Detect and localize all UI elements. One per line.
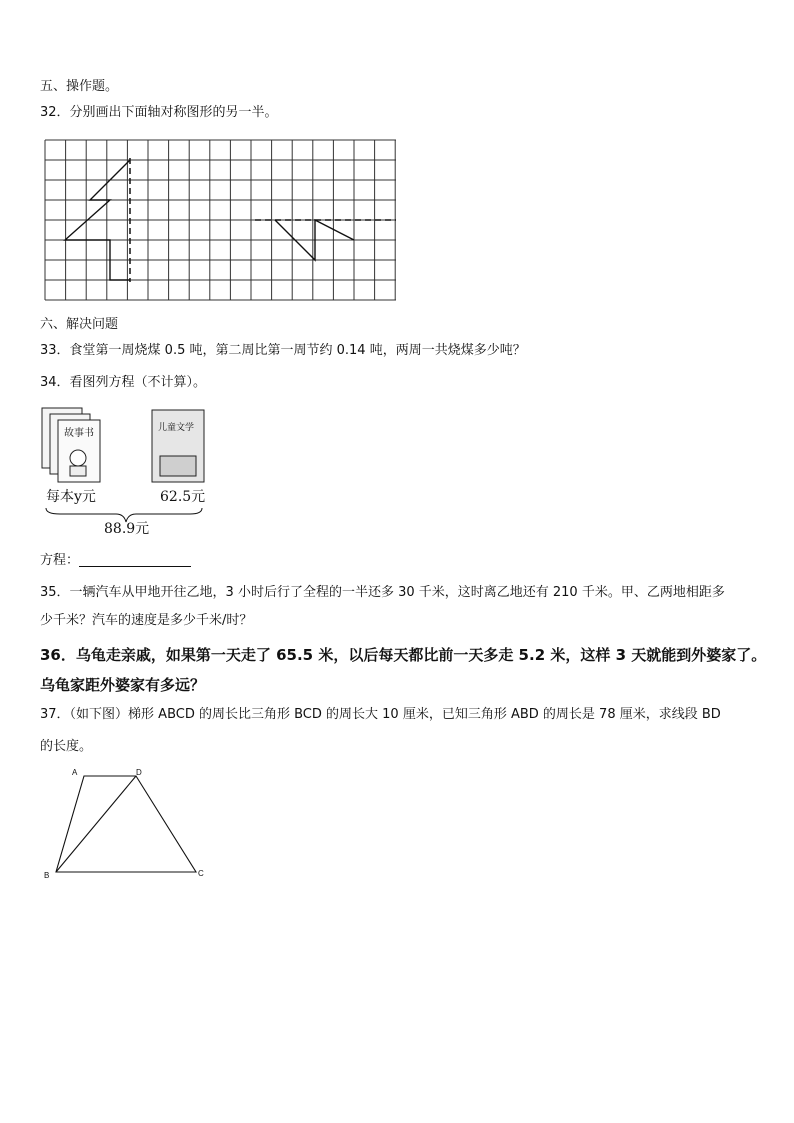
- question-32-text: 32．分别画出下面轴对称图形的另一半。: [40, 105, 278, 120]
- total-price-label: 88.9元: [104, 521, 150, 537]
- section-six-heading: 六、解决问题: [40, 317, 119, 332]
- kids-book-title: 儿童文学: [158, 422, 195, 432]
- question-37-line-2: 的长度。: [40, 739, 93, 754]
- question-36-line-2: 乌龟家距外婆家有多远？: [40, 676, 206, 694]
- vertex-label-d: D: [136, 768, 142, 777]
- section-five-heading: 五、操作题。: [40, 79, 119, 94]
- equation-line: [40, 552, 191, 570]
- vertex-label-c: C: [198, 869, 204, 878]
- equation-answer-blank[interactable]: [79, 552, 191, 567]
- diagonal-bd: [56, 776, 136, 872]
- question-35-line-1: 35．一辆汽车从甲地开往乙地，3 小时后行了全程的一半还多 30 千米，这时离乙地还有 210 千米。甲、乙两地相距多: [40, 585, 725, 600]
- trapezoid-outline: [56, 776, 196, 872]
- vertex-label-a: A: [72, 768, 78, 777]
- kids-book-icon: [152, 410, 204, 482]
- trapezoid-figure: [44, 766, 214, 880]
- question-33-text: 33．食堂第一周烧煤 0.5 吨，第二周比第一周节约 0.14 吨，两周一共烧煤多少吨？: [40, 343, 526, 358]
- question-34-text: 34．看图列方程（不计算）。: [40, 375, 207, 390]
- vertex-label-b: B: [44, 871, 50, 880]
- question-37-line-1: 37．（如下图）梯形 ABCD 的周长比三角形 BCD 的周长大 10 厘米，已知三角形 ABD 的周长是 78 厘米，求线段 BD: [40, 707, 721, 722]
- story-book-title: 故事书: [64, 428, 94, 439]
- story-books-icon: [42, 408, 100, 482]
- equation-label: 方程：: [40, 553, 80, 568]
- question-36-line-1: 36．乌龟走亲戚，如果第一天走了 65.5 米，以后每天都比前一天多走 5.2 米，这样 3 天就能到外婆家了。: [40, 646, 767, 664]
- question-35-line-2: 少千米？汽车的速度是多少千米/时？: [40, 613, 253, 628]
- kids-price-label: 62.5元: [160, 489, 206, 505]
- symmetry-grid-figure: [40, 138, 396, 304]
- grid-lines: [45, 140, 396, 300]
- price-each-label: 每本y元: [46, 489, 96, 505]
